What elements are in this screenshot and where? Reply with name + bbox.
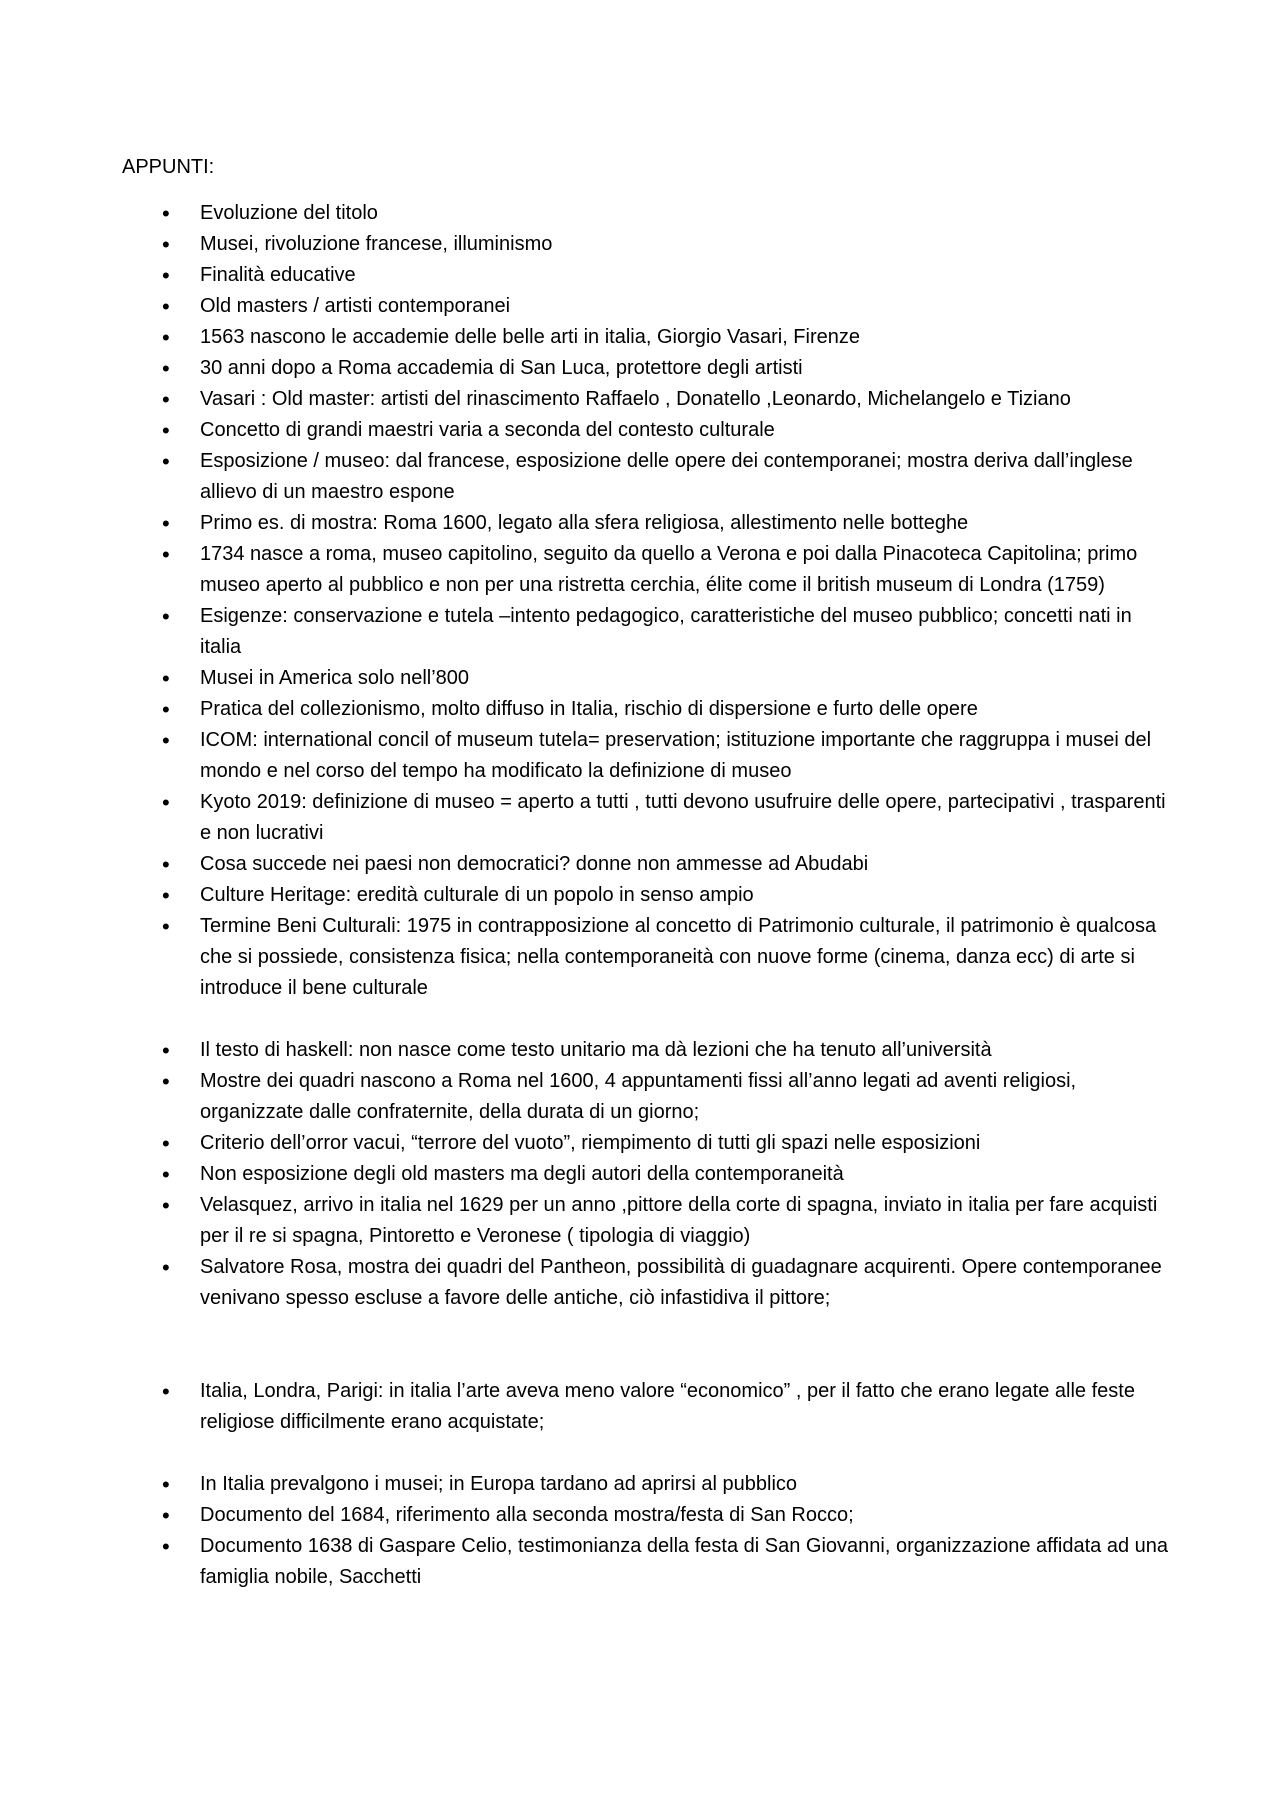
list-item: • Evoluzione del titolo	[122, 198, 1172, 229]
list-item: • Non esposizione degli old masters ma degli autori della contemporaneità	[122, 1159, 1172, 1190]
list-item: • Primo es. di mostra: Roma 1600, legato alla sfera religiosa, allestimento nelle botteghe	[122, 508, 1172, 539]
paragraph-spacer	[122, 1314, 1172, 1376]
list-item: • Musei, rivoluzione francese, illuminismo	[122, 229, 1172, 260]
list-item: • Cosa succede nei paesi non democratici? donne non ammesse ad Abudabi	[122, 849, 1172, 880]
list-item: • Concetto di grandi maestri varia a seconda del contesto culturale	[122, 415, 1172, 446]
list-item: • 30 anni dopo a Roma accademia di San Luca, protettore degli artisti	[122, 353, 1172, 384]
list-item: • Finalità educative	[122, 260, 1172, 291]
list-item: • Termine Beni Culturali: 1975 in contrapposizione al concetto di Patrimonio culturale, il patrimonio è qualcosa che si possiede, consistenza fisica; nella contemporaneità con nuove forme (cinema, danza ecc) di arte si introduce il bene culturale	[122, 911, 1172, 1004]
list-item: • Vasari : Old master: artisti del rinascimento Raffaelo , Donatello ,Leonardo, Michelangelo e Tiziano	[122, 384, 1172, 415]
list-item: • Old masters / artisti contemporanei	[122, 291, 1172, 322]
list-item: • Documento del 1684, riferimento alla seconda mostra/festa di San Rocco;	[122, 1500, 1172, 1531]
list-item: • Mostre dei quadri nascono a Roma nel 1600, 4 appuntamenti fissi all’anno legati ad aventi religiosi, organizzate dalle confraternite, della durata di un giorno;	[122, 1066, 1172, 1128]
page-heading: APPUNTI:	[122, 156, 215, 178]
list-item: • 1734 nasce a roma, museo capitolino, seguito da quello a Verona e poi dalla Pinacoteca Capitolina; primo museo aperto al pubblico e non per una ristretta cerchia, élite come il british museum di Londra (1759)	[122, 539, 1172, 601]
notes-list-section-4	[122, 1469, 1172, 1593]
list-item: • Criterio dell’orror vacui, “terrore del vuoto”, riempimento di tutti gli spazi nelle esposizioni	[122, 1128, 1172, 1159]
list-item: • Documento 1638 di Gaspare Celio, testimonianza della festa di San Giovanni, organizzazione affidata ad una famiglia nobile, Sacchetti	[122, 1531, 1172, 1593]
paragraph-spacer	[122, 1438, 1172, 1469]
list-item: • ICOM: international concil of museum tutela= preservation; istituzione importante che raggruppa i musei del mondo e nel corso del tempo ha modificato la definizione di museo	[122, 725, 1172, 787]
list-item: • Kyoto 2019: definizione di museo = aperto a tutti , tutti devono usufruire delle opere, partecipativi , trasparenti e non lucrativi	[122, 787, 1172, 849]
list-item: • Esigenze: conservazione e tutela –intento pedagogico, caratteristiche del museo pubblico; concetti nati in italia	[122, 601, 1172, 663]
list-item: • Il testo di haskell: non nasce come testo unitario ma dà lezioni che ha tenuto all’università	[122, 1035, 1172, 1066]
list-item: • Velasquez, arrivo in italia nel 1629 per un anno ,pittore della corte di spagna, inviato in italia per fare acquisti per il re si spagna, Pintoretto e Veronese ( tipologia di viaggio)	[122, 1190, 1172, 1252]
list-item: • Musei in America solo nell’800	[122, 663, 1172, 694]
document-content	[122, 152, 1172, 1593]
list-item: • Culture Heritage: eredità culturale di un popolo in senso ampio	[122, 880, 1172, 911]
list-item: • Pratica del collezionismo, molto diffuso in Italia, rischio di dispersione e furto delle opere	[122, 694, 1172, 725]
list-item: • 1563 nascono le accademie delle belle arti in italia, Giorgio Vasari, Firenze	[122, 322, 1172, 353]
list-item: • Italia, Londra, Parigi: in italia l’arte aveva meno valore “economico” , per il fatto che erano legate alle feste religiose difficilmente erano acquistate;	[122, 1376, 1172, 1438]
list-item: • In Italia prevalgono i musei; in Europa tardano ad aprirsi al pubblico	[122, 1469, 1172, 1500]
paragraph-spacer	[122, 1004, 1172, 1035]
notes-list-section-3	[122, 1376, 1172, 1438]
list-item: • Esposizione / museo: dal francese, esposizione delle opere dei contemporanei; mostra deriva dall’inglese allievo di un maestro espone	[122, 446, 1172, 508]
notes-list-section-1	[122, 198, 1172, 1004]
list-item: • Salvatore Rosa, mostra dei quadri del Pantheon, possibilità di guadagnare acquirenti. Opere contemporanee venivano spesso escluse a favore delle antiche, ciò infastidiva il pittore;	[122, 1252, 1172, 1314]
notes-list-section-2	[122, 1035, 1172, 1314]
